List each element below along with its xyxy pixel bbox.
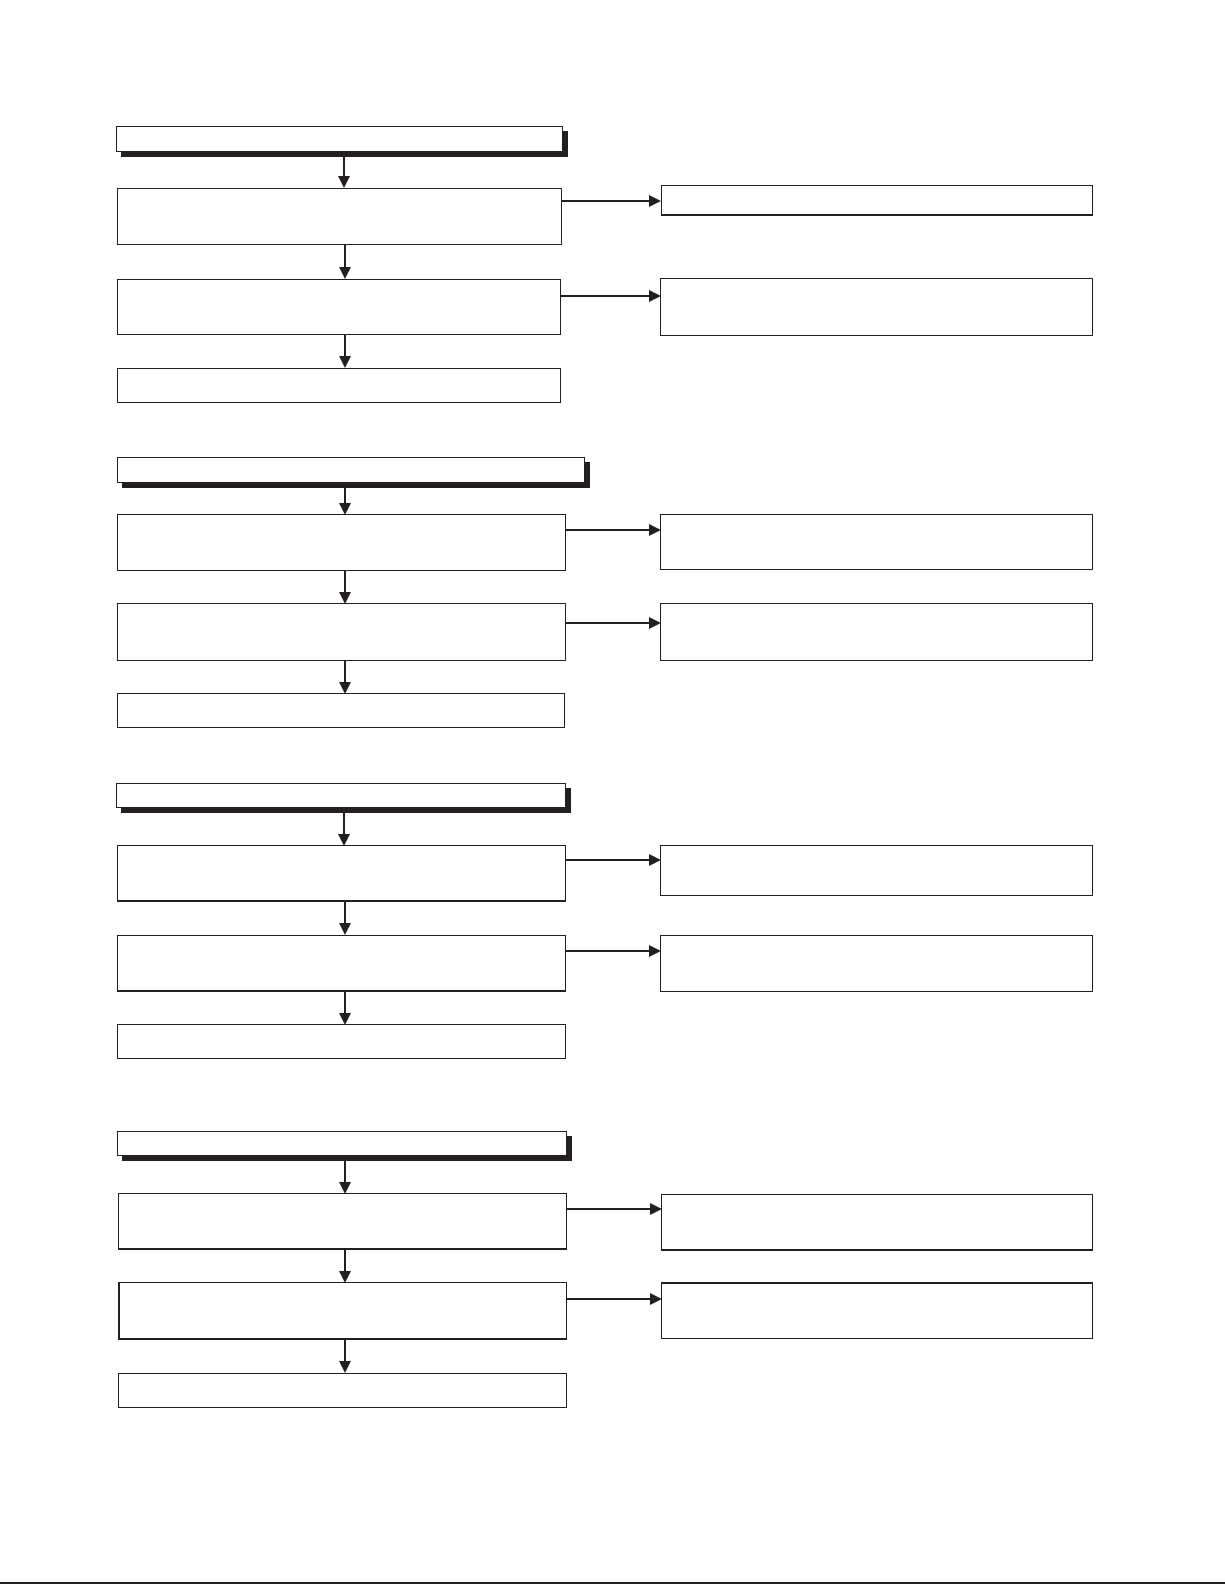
section-3-step-2 [117,935,566,992]
section-3-branch-2 [660,935,1093,992]
connector-s3-step1-branch [566,859,649,861]
connector-s3-step1-step2 [344,902,346,923]
arrow-down-s1-3 [339,356,351,368]
section-3-title [116,783,566,808]
connector-s1-title-step1 [343,154,345,176]
section-1-result [117,368,561,403]
connector-s4-step1-branch [567,1208,650,1210]
section-2-branch-2 [660,603,1093,661]
connector-s2-step2-result [344,661,346,682]
connector-s2-step2-branch [566,622,649,624]
arrow-right-s1-1 [649,195,661,207]
connector-s1-step2-result [344,335,346,356]
section-4-branch-1 [661,1194,1093,1251]
section-3-step-1 [117,845,566,902]
section-2-result [117,693,565,728]
section-3-branch-1 [660,845,1093,896]
connector-s3-title-step1 [343,810,345,834]
section-2-step-1 [117,514,566,571]
connector-s4-title-step1 [344,1158,346,1182]
arrow-down-s4-3 [339,1361,351,1373]
connector-s2-step1-branch [566,529,649,531]
section-1-step-1 [117,188,562,245]
arrow-down-s1-2 [339,267,351,279]
connector-s3-step2-branch [566,950,649,952]
connector-s2-title-step1 [344,485,346,503]
section-4-branch-2 [661,1282,1093,1339]
section-4-title [117,1131,567,1156]
section-3-result [117,1024,566,1059]
section-1-title [116,126,563,152]
connector-s1-step1-step2 [344,245,346,267]
arrow-down-s1-1 [338,176,350,188]
footer-rule [0,1582,1225,1584]
arrow-down-s3-2 [339,923,351,935]
section-2-branch-1 [660,514,1093,570]
connector-s2-step1-step2 [344,571,346,592]
connector-s4-step1-step2 [344,1250,346,1271]
section-2-step-2 [117,603,566,661]
section-1-branch-1 [661,185,1093,216]
connector-s4-step2-branch [567,1298,650,1300]
section-4-step-1 [118,1193,567,1250]
section-1-branch-2 [660,278,1093,336]
section-2-title [117,457,585,483]
connector-s1-step2-branch [561,295,649,297]
section-4-result [118,1373,567,1408]
connector-s1-step1-branch [562,200,649,202]
section-4-step-2 [118,1282,567,1340]
section-1-step-2 [117,279,561,335]
connector-s4-step2-result [344,1340,346,1361]
connector-s3-step2-result [344,992,346,1013]
